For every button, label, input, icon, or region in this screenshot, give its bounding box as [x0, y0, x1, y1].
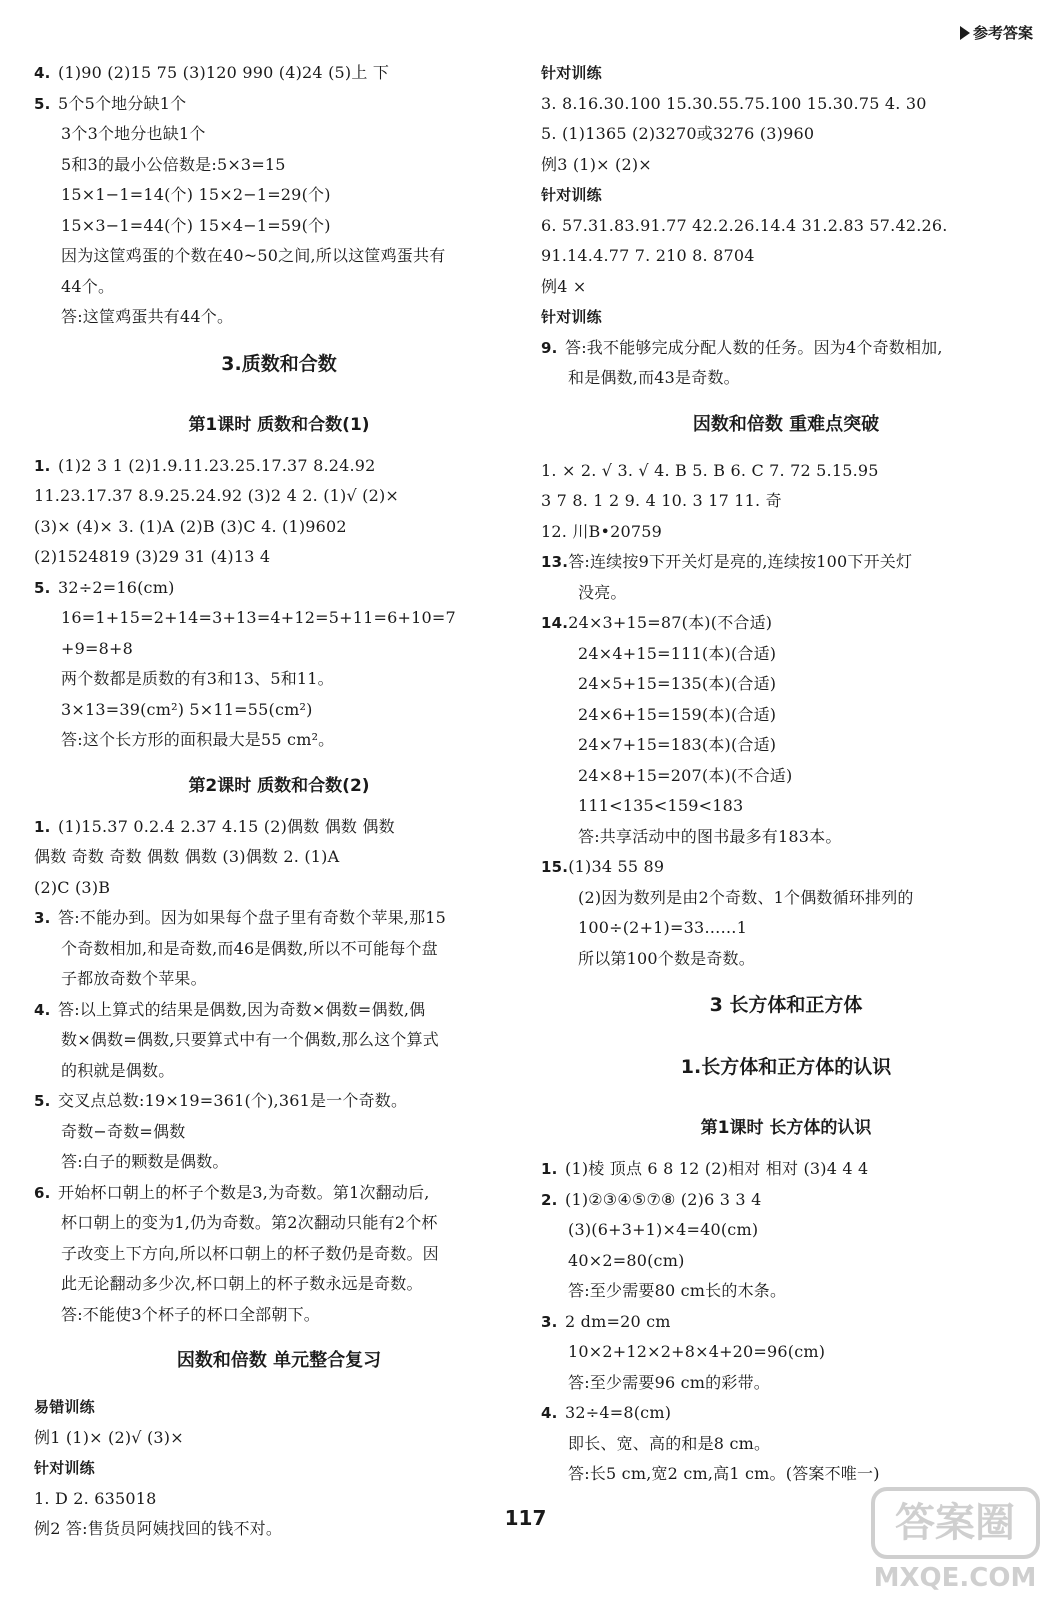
triangle-pointer-icon	[960, 26, 970, 40]
answer-text: 数×偶数=偶数,只要算式中有一个偶数,那么这个算式	[61, 1030, 439, 1049]
answer-line	[34, 481, 524, 512]
answer-text: 答:白子的颗数是偶数。	[61, 1152, 229, 1171]
answer-text: 24×6+15=159(本)(合适)	[578, 704, 777, 724]
answer-text: 24×3+15=87(本)(不合适)	[568, 613, 773, 632]
answer-text: 1. D 2. 635018	[34, 1488, 157, 1508]
answer-line	[34, 1269, 524, 1300]
answer-text: (3)(6+3+1)×4=40(cm)	[568, 1220, 759, 1239]
answer-line	[34, 1300, 524, 1331]
answer-text: 12. 川B•20759	[541, 521, 663, 541]
question-number: 5.	[34, 94, 51, 113]
answer-text: 开始杯口朝上的杯子个数是3,为奇数。第1次翻动后,	[58, 1182, 430, 1202]
answer-line	[541, 791, 1031, 822]
svg-text:答案圈: 答案圈	[895, 1500, 1015, 1546]
answer-text: (1)15.37 0.2.4 2.37 4.15 (2)偶数 偶数 偶数	[58, 816, 395, 836]
answer-text: (1)34 55 89	[568, 857, 665, 876]
answer-text: 答:连续按9下开关灯是亮的,连续按100下开关灯	[568, 552, 913, 571]
answer-line	[34, 272, 524, 303]
watermark-logo-icon	[868, 1484, 1043, 1594]
answer-text: 交叉点总数:19×19=361(个),361是一个奇数。	[58, 1091, 408, 1110]
answer-line	[541, 272, 1031, 303]
answer-text: 24×4+15=111(本)(合适)	[578, 643, 777, 663]
answer-line	[34, 842, 524, 873]
answer-line	[541, 913, 1031, 944]
section-heading: 因数和倍数 单元整合复习	[176, 1350, 382, 1371]
answer-line	[34, 903, 524, 934]
answer-text: (2)1524819 (3)29 31 (4)13 4	[34, 547, 271, 566]
answer-text: (1)②③④⑤⑦⑧ (2)6 3 3 4	[565, 1189, 762, 1209]
answer-line	[34, 241, 524, 272]
answer-text: 答:至少需要96 cm的彩带。	[568, 1372, 770, 1392]
answer-text: 6. 57.31.83.91.77 42.2.26.14.4 31.2.83 57.42.26.	[541, 215, 948, 235]
question-number: 4.	[34, 1000, 51, 1019]
answer-text: 例3 (1)× (2)×	[541, 154, 652, 174]
answer-line	[34, 1117, 524, 1148]
question-number: 13.	[541, 553, 569, 571]
answer-text: 24×7+15=183(本)(合适)	[578, 735, 777, 754]
question-number: 4.	[541, 1404, 558, 1422]
exercise-label: 针对训练	[541, 308, 602, 326]
answer-line	[34, 573, 524, 604]
answer-line	[541, 1276, 1031, 1307]
question-number: 1.	[541, 1160, 558, 1178]
answer-line	[541, 1307, 1031, 1338]
answer-text: 例4 ×	[541, 276, 587, 296]
answer-line	[541, 852, 1031, 883]
answer-line	[34, 451, 524, 482]
answer-line	[541, 944, 1031, 975]
answer-text: 和是偶数,而43是奇数。	[568, 368, 740, 387]
answer-line	[541, 89, 1031, 120]
answer-line	[541, 1337, 1031, 1368]
answer-line	[541, 730, 1031, 761]
answer-text: 答:不能使3个杯子的杯口全部朝下。	[61, 1304, 320, 1324]
answer-text: (3)× (4)× 3. (1)A (2)B (3)C 4. (1)9602	[34, 516, 347, 536]
answer-text: 15×3−1=44(个) 15×4−1=59(个)	[61, 215, 331, 235]
answer-text: 答:我不能够完成分配人数的任务。因为4个奇数相加,	[565, 337, 943, 357]
answer-text: 44个。	[61, 276, 115, 296]
right-column	[541, 58, 1031, 1490]
answer-line	[541, 1154, 1031, 1185]
question-number: 3.	[541, 1312, 558, 1331]
question-number: 14.	[541, 614, 569, 632]
answer-text: 5. (1)1365 (2)3270或3276 (3)960	[541, 124, 815, 143]
question-number: 6.	[34, 1183, 51, 1202]
answer-line	[34, 302, 524, 333]
left-column	[34, 58, 524, 1545]
exercise-label: 针对训练	[34, 1459, 95, 1477]
answer-text: 答:长5 cm,宽2 cm,高1 cm。(答案不唯一)	[568, 1464, 880, 1483]
answer-text: +9=8+8	[61, 638, 133, 658]
answer-text: 答:以上算式的结果是偶数,因为奇数×偶数=偶数,偶	[58, 999, 426, 1019]
answer-line	[541, 211, 1031, 242]
answer-text: (2)C (3)B	[34, 877, 111, 897]
answer-text: 杯口朝上的变为1,仍为奇数。第2次翻动只能有2个杯	[61, 1213, 438, 1232]
answer-text: 11.23.17.37 8.9.25.24.92 (3)2 4 2. (1)√ (2)×	[34, 486, 400, 505]
answer-line	[541, 1246, 1031, 1277]
answer-text: 24×5+15=135(本)(合适)	[578, 674, 777, 693]
answer-text: 2 dm=20 cm	[565, 1311, 671, 1331]
answer-line	[541, 119, 1031, 150]
answer-text: 3. 8.16.30.100 15.30.55.75.100 15.30.75 4. 30	[541, 93, 927, 113]
exercise-label: 针对训练	[541, 186, 602, 204]
answer-line	[541, 578, 1031, 609]
answer-line	[541, 333, 1031, 364]
answer-text: 答:至少需要80 cm长的木条。	[568, 1281, 787, 1300]
answer-line	[541, 700, 1031, 731]
answer-text: 所以第100个数是奇数。	[578, 948, 755, 968]
answer-line	[541, 883, 1031, 914]
answer-text: (2)因为数列是由2个奇数、1个偶数循环排列的	[578, 887, 914, 907]
answer-text: 个奇数相加,和是奇数,而46是偶数,所以不可能每个盘	[61, 938, 438, 958]
question-number: 5.	[34, 578, 51, 597]
answer-line	[541, 1185, 1031, 1216]
answer-line	[541, 547, 1031, 578]
answer-line	[34, 180, 524, 211]
answer-text: 答:这筐鸡蛋共有44个。	[61, 307, 234, 326]
answer-line	[34, 603, 524, 634]
answer-line	[34, 695, 524, 726]
answer-text: 32÷4=8(cm)	[565, 1403, 672, 1422]
answer-text: (1)2 3 1 (2)1.9.11.23.25.17.37 8.24.92	[58, 455, 376, 475]
answer-line	[34, 512, 524, 543]
answer-text: 偶数 奇数 奇数 偶数 偶数 (3)偶数 2. (1)A	[34, 847, 340, 866]
section-heading: 3 长方体和正方体	[709, 994, 863, 1016]
answer-line	[34, 1208, 524, 1239]
section-heading: 因数和倍数 重难点突破	[692, 413, 880, 435]
answer-text: 答:共享活动中的图书最多有183本。	[578, 826, 842, 846]
question-number: 15.	[541, 858, 569, 876]
answer-line	[541, 761, 1031, 792]
answer-line	[34, 1423, 524, 1454]
exercise-label: 针对训练	[541, 64, 602, 82]
section-heading: 1.长方体和正方体的认识	[680, 1056, 892, 1078]
answer-line	[34, 964, 524, 995]
answer-line	[541, 150, 1031, 181]
answer-line	[541, 822, 1031, 853]
answer-line	[34, 1086, 524, 1117]
question-number: 5.	[34, 1092, 51, 1110]
section-heading: 3.质数和合数	[221, 352, 337, 375]
answer-text: 因为这筐鸡蛋的个数在40~50之间,所以这筐鸡蛋共有	[61, 246, 446, 265]
answer-line	[34, 1239, 524, 1270]
answer-key-header	[960, 22, 1033, 43]
question-number: 2.	[541, 1190, 558, 1209]
answer-line	[541, 1429, 1031, 1460]
answer-text: (1)棱 顶点 6 8 12 (2)相对 相对 (3)4 4 4	[565, 1159, 869, 1178]
answer-line	[34, 725, 524, 756]
question-number: 3.	[34, 909, 51, 927]
answer-line	[541, 517, 1031, 548]
answer-text: 3×13=39(cm²) 5×11=55(cm²)	[61, 699, 313, 719]
answer-line	[541, 669, 1031, 700]
question-number: 1.	[34, 456, 51, 475]
answer-line	[541, 1398, 1031, 1429]
answer-text: 5和3的最小公倍数是:5×3=15	[61, 154, 286, 174]
answer-text: 40×2=80(cm)	[568, 1250, 685, 1270]
answer-text: 10×2+12×2+8×4+20=96(cm)	[568, 1342, 826, 1361]
section-heading: 第1课时 长方体的认识	[700, 1118, 872, 1138]
answer-line	[34, 934, 524, 965]
answer-text: 没亮。	[578, 582, 627, 602]
answer-line	[34, 1025, 524, 1056]
answer-line	[34, 542, 524, 573]
section-heading: 第2课时 质数和合数(2)	[188, 775, 370, 796]
answer-text: 15×1−1=14(个) 15×2−1=29(个)	[61, 185, 331, 204]
answer-text: 奇数−奇数=偶数	[61, 1121, 186, 1141]
answer-line	[541, 486, 1031, 517]
answer-text: 即长、宽、高的和是8 cm。	[568, 1433, 771, 1453]
answer-text: 例1 (1)× (2)√ (3)×	[34, 1427, 184, 1447]
answer-line	[541, 241, 1031, 272]
answer-text: 3 7 8. 1 2 9. 4 10. 3 17 11. 奇	[541, 491, 782, 510]
question-number: 1.	[34, 817, 51, 836]
answer-text: 的积就是偶数。	[61, 1060, 175, 1080]
answer-text: 100÷(2+1)=33……1	[578, 918, 748, 937]
answer-text: 3个3个地分也缺1个	[61, 124, 206, 143]
answer-text: 答:这个长方形的面积最大是55 cm²。	[61, 730, 335, 749]
answer-line	[34, 150, 524, 181]
answer-text: 此无论翻动多少次,杯口朝上的杯子数永远是奇数。	[61, 1274, 423, 1293]
answer-line	[34, 873, 524, 904]
page-number: 117	[504, 1506, 547, 1530]
answer-text: (1)90 (2)15 75 (3)120 990 (4)24 (5)上 下	[58, 63, 390, 82]
section-heading: 第1课时 质数和合数(1)	[188, 414, 370, 435]
exercise-label: 易错训练	[34, 1398, 95, 1416]
answer-text: 子改变上下方向,所以杯口朝上的杯子数仍是奇数。因	[61, 1243, 439, 1263]
answer-text: 答:不能办到。因为如果每个盘子里有奇数个苹果,那15	[58, 908, 447, 927]
answer-text: 1. × 2. √ 3. √ 4. B 5. B 6. C 7. 72 5.15.95	[541, 460, 879, 480]
answer-line	[34, 211, 524, 242]
answer-line	[34, 1178, 524, 1209]
answer-line	[541, 608, 1031, 639]
answer-text: 例2 答:售货员阿姨找回的钱不对。	[34, 1519, 283, 1538]
answer-text: 91.14.4.77 7. 210 8. 8704	[541, 246, 755, 265]
answer-line	[541, 639, 1031, 670]
answer-text: 111<135<159<183	[578, 796, 744, 815]
svg-text:MXQE.COM: MXQE.COM	[873, 1563, 1037, 1593]
answer-line	[541, 456, 1031, 487]
answer-line	[34, 634, 524, 665]
answer-line	[34, 58, 524, 89]
question-number: 4.	[34, 64, 51, 82]
answer-line	[541, 363, 1031, 394]
answer-text: 32÷2=16(cm)	[58, 577, 175, 597]
answer-line	[541, 1215, 1031, 1246]
answer-line	[34, 664, 524, 695]
question-number: 9.	[541, 338, 558, 357]
answer-line	[34, 119, 524, 150]
answer-text: 16=1+15=2+14=3+13=4+12=5+11=6+10=7	[61, 608, 456, 627]
answer-line	[34, 1056, 524, 1087]
answer-line	[34, 1147, 524, 1178]
header-label: 参考答案	[972, 24, 1033, 42]
answer-text: 两个数都是质数的有3和13、5和11。	[61, 669, 334, 688]
answer-line	[34, 89, 524, 120]
answer-text: 子都放奇数个苹果。	[61, 969, 207, 988]
answer-line	[34, 812, 524, 843]
answer-line	[34, 995, 524, 1026]
answer-line	[541, 1368, 1031, 1399]
answer-text: 24×8+15=207(本)(不合适)	[578, 765, 793, 785]
answer-text: 5个5个地分缺1个	[58, 93, 187, 113]
